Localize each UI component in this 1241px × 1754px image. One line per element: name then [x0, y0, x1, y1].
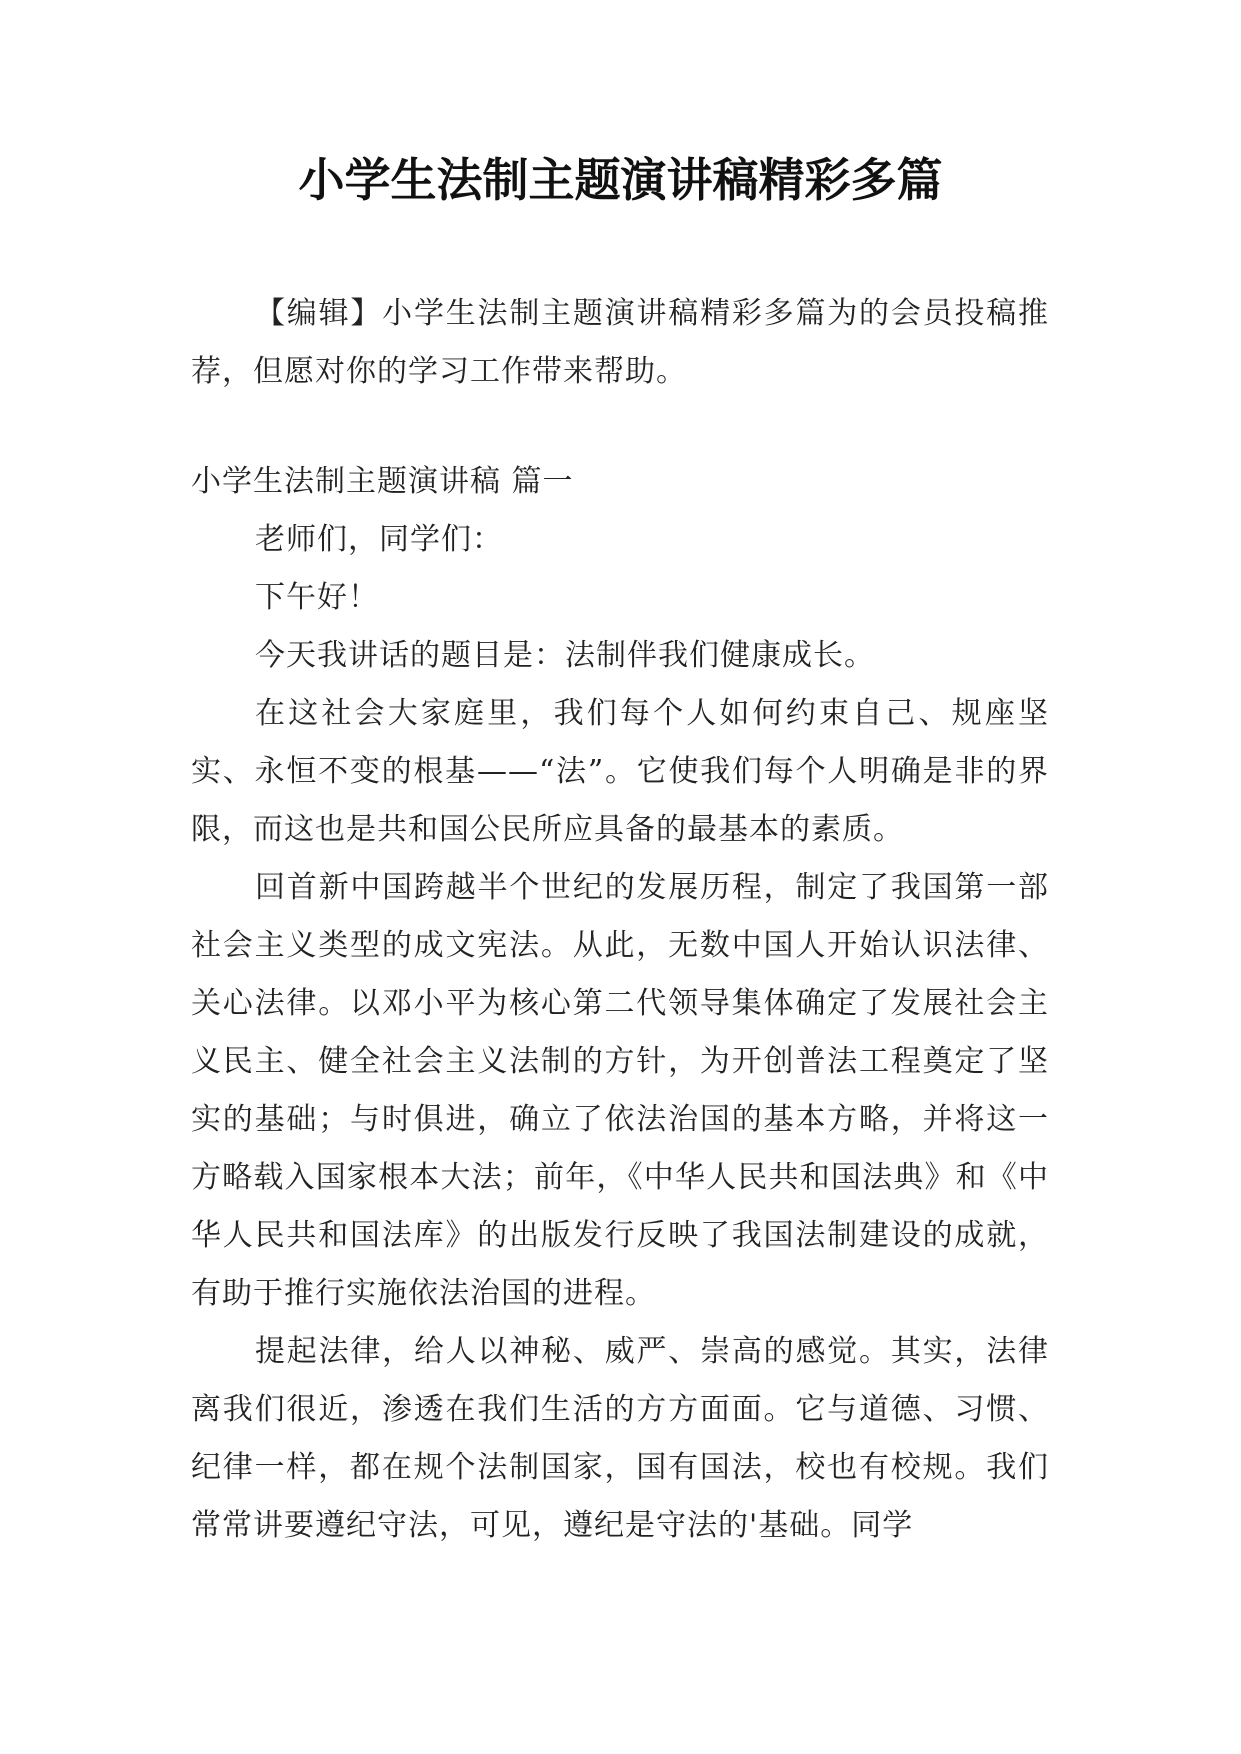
- paragraph: 在这社会大家庭里，我们每个人如何约束自己、规座坚实、永恒不变的根基——“法”。它使我们每个人明确是非的界限，而这也是共和国公民所应具备的最基本的素质。: [191, 696, 1049, 847]
- intro-paragraph: 【编辑】小学生法制主题演讲稿精彩多篇为的会员投稿推荐，但愿对你的学习工作带来帮助。: [191, 296, 1049, 389]
- paragraph-spacer: [191, 401, 1049, 453]
- paragraph: 今天我讲话的题目是：法制伴我们健康成长。: [255, 638, 875, 673]
- paragraph: 提起法律，给人以神秘、威严、崇高的感觉。其实，法律离我们很近，渗透在我们生活的方方面面。它与道德、习惯、纪律一样，都在规个法制国家，国有国法，校也有校规。我们常常讲要遵纪守法，可见，遵纪是守法的'基础。同学: [191, 1334, 1049, 1543]
- section-heading: 小学生法制主题演讲稿 篇一: [191, 464, 574, 499]
- document-body: [191, 285, 1049, 1555]
- paragraph: 下午好！: [255, 580, 379, 615]
- document-title: 小学生法制主题演讲稿精彩多篇: [298, 153, 943, 207]
- paragraph: 老师们，同学们：: [255, 522, 503, 557]
- paragraph: 回首新中国跨越半个世纪的发展历程，制定了我国第一部社会主义类型的成文宪法。从此，无数中国人开始认识法律、关心法律。以邓小平为核心第二代领导集体确定了发展社会主义民主、健全社会主义法制的方针，为开创普法工程奠定了坚实的基础；与时俱进，确立了依法治国的基本方略，并将这一方略载入国家根本大法；前年，《中华人民共和国法典》和《中华人民共和国法库》的出版发行反映了我国法制建设的成就，有助于推行实施依法治国的进程。: [191, 870, 1049, 1311]
